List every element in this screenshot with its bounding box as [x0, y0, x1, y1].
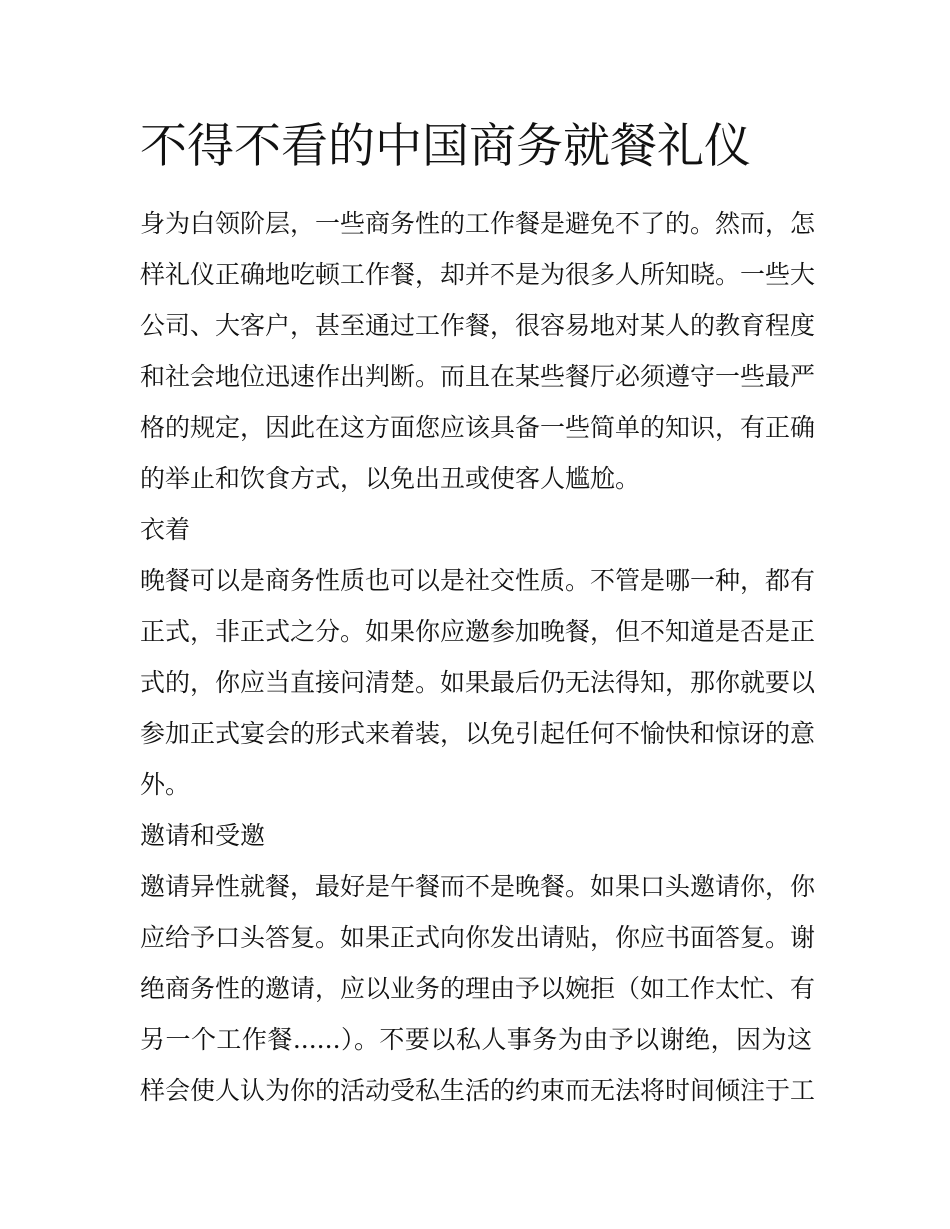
paragraph-line: 绝商务性的邀请，应以业务的理由予以婉拒（如工作太忙、有 [140, 974, 816, 1003]
paragraph-line: 参加正式宴会的形式来着装，以免引起任何不愉快和惊讶的意 [140, 719, 816, 748]
paragraph-line: 公司、大客户，甚至通过工作餐，很容易地对某人的教育程度 [140, 311, 816, 340]
paragraph-line: 的举止和饮食方式，以免出丑或使客人尴尬。 [140, 464, 641, 493]
document-body [140, 198, 816, 1116]
paragraph-line: 格的规定，因此在这方面您应该具备一些简单的知识，有正确 [140, 413, 816, 442]
paragraph-line: 和社会地位迅速作出判断。而且在某些餐厅必须遵守一些最严 [140, 362, 816, 391]
document-title: 不得不看的中国商务就餐礼仪 [140, 119, 751, 174]
paragraph-line: 外。 [140, 770, 191, 799]
paragraph-line: 应给予口头答复。如果正式向你发出请贴，你应书面答复。谢 [140, 923, 816, 952]
invitations-paragraph [140, 861, 816, 1116]
paragraph-line: 另一个工作餐......）。不要以私人事务为由予以谢绝，因为这 [140, 1025, 812, 1054]
paragraph-line: 邀请异性就餐，最好是午餐而不是晚餐。如果口头邀请你，你 [140, 872, 816, 901]
paragraph-line: 晚餐可以是商务性质也可以是社交性质。不管是哪一种，都有 [140, 566, 816, 595]
paragraph-line: 样会使人认为你的活动受私生活的约束而无法将时间倾注于工 [140, 1076, 816, 1105]
section-heading-invitations: 邀请和受邀 [140, 821, 266, 850]
paragraph-line: 身为白领阶层，一些商务性的工作餐是避免不了的。然而，怎 [140, 209, 816, 238]
paragraph-line: 式的，你应当直接问清楚。如果最后仍无法得知，那你就要以 [140, 668, 816, 697]
paragraph-line: 样礼仪正确地吃顿工作餐，却并不是为很多人所知晓。一些大 [140, 260, 816, 289]
intro-paragraph [140, 198, 816, 504]
paragraph-line: 正式，非正式之分。如果你应邀参加晚餐，但不知道是否是正 [140, 617, 816, 646]
section-heading-attire: 衣着 [140, 515, 191, 544]
attire-paragraph [140, 555, 816, 810]
